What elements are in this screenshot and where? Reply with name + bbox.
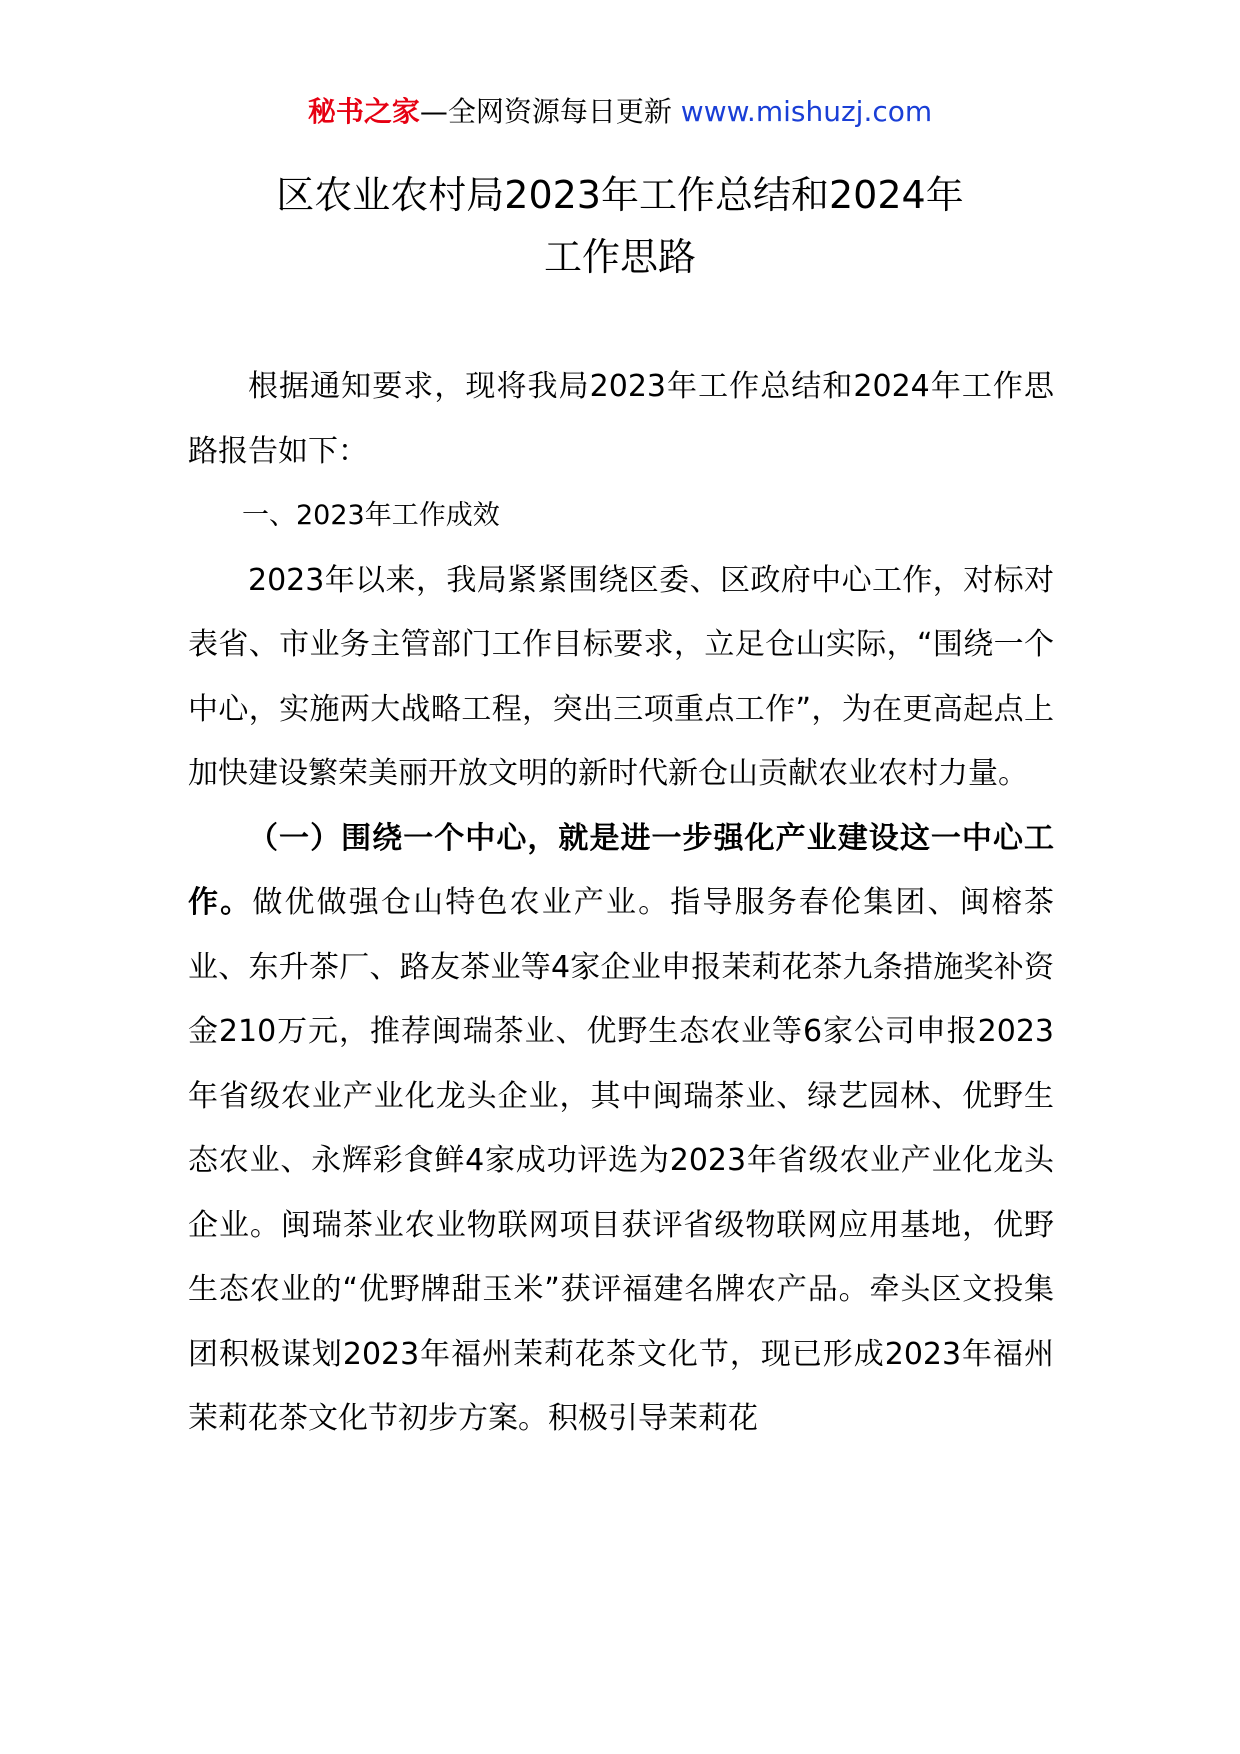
title-line-2: 工作思路 [543,235,696,279]
title-line-1: 区农业农村局2023年工作总结和2024年 [276,173,964,217]
site-watermark-header [0,92,1240,132]
subsection-1-heading: （一）围绕一个中心，就是进一步强化产业建设这一中心工作。 [188,820,1054,920]
document-body [188,355,1054,1452]
subsection-1-text: 做优做强仓山特色农业产业。指导服务春伦集团、闽榕茶业、东升茶厂、路友茶业等4家企业申报茉莉花茶九条措施奖补资金210万元，推荐闽瑞茶业、优野生态农业等6家公司申报2023年省级农业产业化龙头企业，其中闽瑞茶业、绿艺园林、优野生态农业、永辉彩食鲜4家成功评选为2023年省级农业产业化龙头企业。闽瑞茶业农业物联网项目获评省级物联网应用基地，优野生态农业的“优野牌甜玉米”获评福建名牌农产品。牵头区文投集团积极谋划2023年福州茉莉花茶文化节，现已形成2023年福州茉莉花茶文化节初步方案。积极引导茉莉花 [188,885,1055,1436]
section-heading-1: 一、2023年工作成效 [242,500,500,531]
subsection-1-paragraph [188,807,1054,1452]
brand-slogan: —全网资源每日更新 [419,95,672,128]
brand-name: 秘书之家 [307,95,420,128]
section-1-paragraph: 2023年以来，我局紧紧围绕区委、区政府中心工作，对标对表省、市业务主管部门工作目标要求，立足仓山实际，“围绕一个中心，实施两大战略工程，突出三项重点工作”，为在更高起点上加快建设繁荣美丽开放文明的新时代新仓山贡献农业农村力量。 [188,562,1054,791]
site-url-link[interactable]: www.mishuzj.com [680,95,933,128]
intro-paragraph: 根据通知要求，现将我局2023年工作总结和2024年工作思路报告如下： [188,369,1054,469]
document-title [0,164,1240,288]
